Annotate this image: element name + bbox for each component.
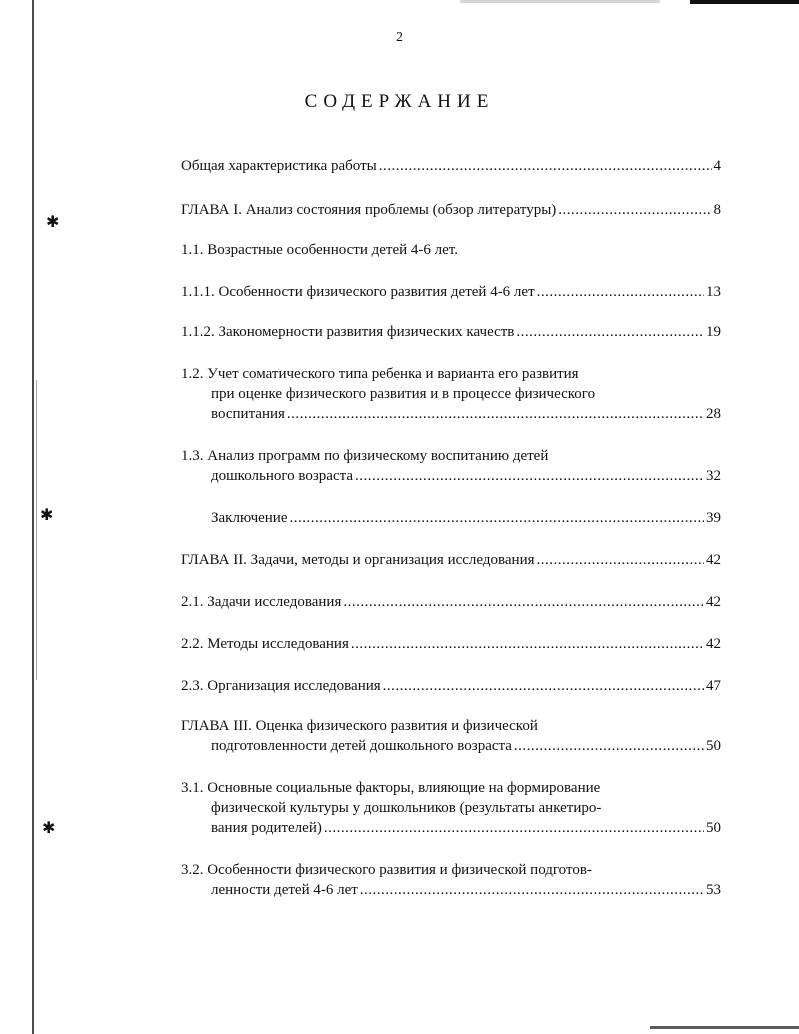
toc-entry: 2.3. Организация исследования ..... 47 <box>181 676 721 696</box>
scan-artifact-bottom <box>650 1026 799 1029</box>
toc-entry-chapter-3: ГЛАВА III. Оценка физического развития и физической подготовленности детей дошкольного возраста ..... 50 <box>181 716 721 756</box>
toc-entry: 1.2. Учет соматического типа ребенка и варианта его развития при оценке физического развития и в процессе физического воспитания ..... 28 <box>181 364 721 424</box>
toc-entry: 3.2. Особенности физического развития и физической подготов- ленности детей 4-6 лет ..... 53 <box>181 860 721 900</box>
scan-artifact-left-edge-2 <box>36 380 37 680</box>
toc-entry-chapter-1: ГЛАВА I. Анализ состояния проблемы (обзор литературы) ..... 8 <box>181 200 721 220</box>
toc-entry: Общая характеристика работы ..... 4 <box>181 156 721 176</box>
binding-hole-mark-icon: ✱ <box>46 212 60 231</box>
toc-entry-chapter-2: ГЛАВА II. Задачи, методы и организация исследования ..... 42 <box>181 550 721 570</box>
toc-entry: 1.1.2. Закономерности развития физических качеств ..... 19 <box>181 322 721 342</box>
binding-hole-mark-icon: ✱ <box>40 505 54 524</box>
toc-entry: 2.1. Задачи исследования ..... 42 <box>181 592 721 612</box>
toc-entry: 1.3. Анализ программ по физическому воспитанию детей дошкольного возраста ..... 32 <box>181 446 721 486</box>
toc-entry: Заключение ..... 39 <box>181 508 721 528</box>
scan-artifact-left-edge <box>32 0 34 1034</box>
toc-entry: 2.2. Методы исследования ..... 42 <box>181 634 721 654</box>
toc-entry: 1.1.1. Особенности физического развития детей 4-6 лет ..... 13 <box>181 282 721 302</box>
toc-entry: 1.1. Возрастные особенности детей 4-6 лет. <box>181 242 458 258</box>
page-title: СОДЕРЖАНИЕ <box>304 91 495 112</box>
page-number: 2 <box>396 30 403 45</box>
binding-hole-mark-icon: ✱ <box>42 818 56 837</box>
scan-artifact-top-faint <box>460 0 660 3</box>
scan-artifact-top <box>690 0 799 4</box>
toc-entry: 3.1. Основные социальные факторы, влияющие на формирование физической культуры у дошкольников (результаты анкетиро- вания родителей) ..... 50 <box>181 778 721 838</box>
